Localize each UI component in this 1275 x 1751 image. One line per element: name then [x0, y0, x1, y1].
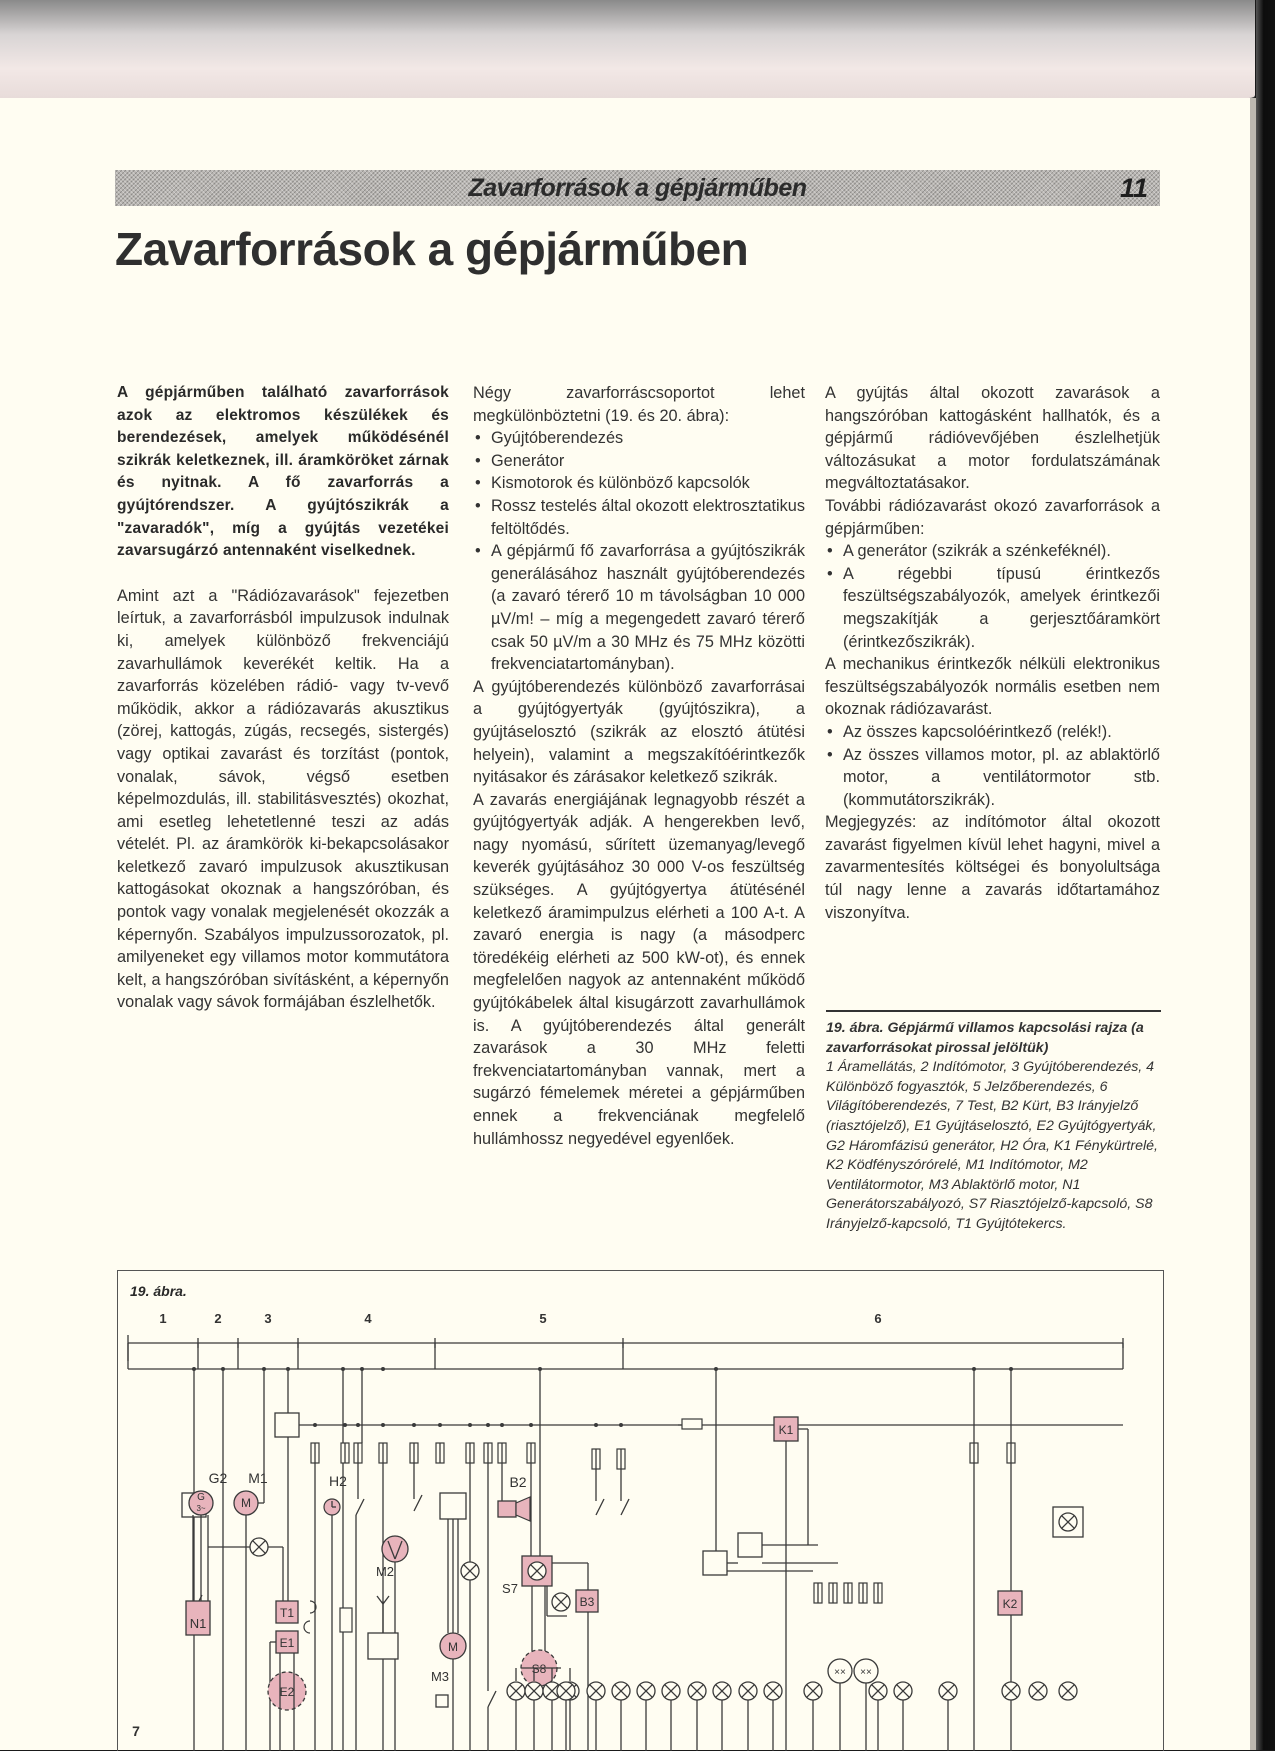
- list-item: • Az összes kapcsolóérintkező (relék!).: [825, 721, 1160, 744]
- junction-dot: [594, 1423, 598, 1427]
- group-label-2: 2: [214, 1311, 222, 1326]
- group-label-5: 5: [539, 1311, 547, 1326]
- group-label-1: 1: [159, 1311, 167, 1326]
- wiper-switch-box: [440, 1493, 466, 1519]
- lead-paragraph: A gépjárműben található zavarforrások azok az elektromos készülékek és berendezések, amelyek működésénél szikrák keletkeznek, ill. áramköröket zárnak és nyitnak. A fő zavarforrás a gyújtórendszer. A gyújtószikrák a "zavaradók", míg a gyújtás vezetékei zavarsugárzó antennaként viselkednek.: [117, 384, 449, 560]
- switch-contact: [356, 1499, 364, 1515]
- diagram-canvas: [118, 1271, 1163, 1751]
- list-item: • Rossz testelés által okozott elektrosztatikus feltöltődés.: [473, 495, 805, 540]
- label-B3: B3: [579, 1595, 595, 1609]
- body-paragraph: A zavarás energiájának legnagyobb részét a gyújtógyertyák adják. A hengerekben levő, nagy nyomású, sűrített üzemanyag/levegő keverék gyújtásához 30 000 V-os feszültség szükséges. A gyújtógyertya átütésénél keletkező áramimpulzus elérheti a 100 A-t. A zavaró energia is nagy (a másodperc töredékéig elérheti az 500 kW-ot), és ennek megfelelően nagyok az antennaként működő gyújtókábelek által kisugárzott zavarhullámok is. A gyújtóberendezés által generált zavarások a 30 MHz feletti frekvenciatartományban vannak, mert a sugárzó fémelemek méretei a gépjárműben ennek a frekvenciának megfelelő hullámhossz negyedével egyenlőek.: [473, 790, 805, 1148]
- motor-symbol: M: [448, 1640, 458, 1654]
- label-M2: M2: [375, 1564, 395, 1579]
- group-label-6: 6: [874, 1311, 882, 1326]
- source-list-a: [825, 540, 1160, 653]
- running-head-title: Zavarforrások a gépjárműben: [468, 174, 807, 202]
- headlamp-filament: ××: [834, 1667, 846, 1678]
- junction-dot: [356, 1423, 360, 1427]
- junction-dot: [486, 1423, 490, 1427]
- list-item: • A generátor (szikrák a szénkeféknél).: [825, 540, 1160, 563]
- dimmer-switch-box: [738, 1533, 762, 1557]
- text-column-2: [473, 382, 805, 1150]
- headlamp-filament: ××: [860, 1667, 872, 1678]
- label-B2: B2: [509, 1474, 527, 1490]
- list-item: • Gyújtóberendezés: [473, 427, 805, 450]
- list-item: • Generátor: [473, 450, 805, 473]
- list-item: • Az összes villamos motor, pl. az ablaktörlő motor, a ventilátormotor stb. (kommutátorszikrák).: [825, 744, 1160, 812]
- switch-contact: [488, 1691, 496, 1707]
- list-item: • A régebbi típusú érintkezős feszültségszabályozók, amelyek érintkezői megszakítják a gerjesztőáramkört (érintkezőszikrák).: [825, 563, 1160, 653]
- label-S8: S8: [531, 1662, 547, 1676]
- junction-dot: [438, 1423, 442, 1427]
- wiring-diagram: [117, 1270, 1164, 1751]
- junction-dot: [468, 1423, 472, 1427]
- interference-group-list: [473, 427, 805, 676]
- junction-dot: [313, 1423, 317, 1427]
- label-M3: M3: [430, 1669, 450, 1684]
- label-E2: E2: [279, 1685, 295, 1699]
- label-N1: N1: [189, 1616, 207, 1631]
- chapter-title: Zavarforrások a gépjárműben: [115, 223, 749, 275]
- cigarette-lighter-icon: [304, 1601, 316, 1633]
- previous-page-edge: [0, 0, 1255, 101]
- group-label-4: 4: [364, 1311, 372, 1326]
- antenna: [377, 1596, 383, 1604]
- junction-dot: [500, 1423, 504, 1427]
- intro-paragraph: Négy zavarforráscsoportot lehet megkülönböztetni (19. és 20. ábra):: [473, 384, 805, 425]
- label-K1: K1: [778, 1423, 794, 1437]
- ignition-switch-box: [275, 1413, 299, 1437]
- body-paragraph: További rádiózavarást okozó zavarforrások a gépjárműben:: [825, 496, 1160, 538]
- figure-caption: [826, 1010, 1161, 1235]
- light-switch-box: [703, 1551, 727, 1575]
- junction-dot: [412, 1423, 416, 1427]
- group-label-3: 3: [264, 1311, 272, 1326]
- label-H2: H2: [329, 1473, 347, 1489]
- junction-dot: [381, 1423, 385, 1427]
- ground-label-7: 7: [132, 1723, 140, 1739]
- list-item: • Kismotorok és különböző kapcsolók: [473, 472, 805, 495]
- source-list-b: [825, 721, 1160, 811]
- text-column-3: [825, 382, 1160, 924]
- body-paragraph: A gyújtóberendezés különböző zavarforrásai a gyújtógyertyák (gyújtószikra), a gyújtáselosztó (szikrák az elosztó átütési helyein), valamint a megszakítóérintkezők nyitásakor és zárásakor keletkező szikrák.: [473, 677, 805, 787]
- generator-symbol: G: [197, 1492, 205, 1503]
- motor-symbol: M: [241, 1496, 251, 1510]
- text-column-1: [117, 382, 449, 1014]
- switch-contact: [414, 1495, 422, 1511]
- junction-dot: [529, 1423, 533, 1427]
- label-K2: K2: [1002, 1597, 1018, 1611]
- note-paragraph: Megjegyzés: az indítómotor által okozott zavarást figyelmen kívül lehet hagyni, mivel a zavarmentesítés költségei és bonyolultsága túl nagy lenne a zavarás időtartamához viszonyítva.: [825, 813, 1160, 922]
- list-item: • A gépjármű fő zavarforrása a gyújtószikrák generálásához használt gyújtóberendezés (a zavaró térerő 10 m távolságban 10 000 µV/m! – míg a megengedett zavaró térerő csak 50 µV/m a 30 MHz és 75 MHz közötti frekvenciatartományban).: [473, 540, 805, 676]
- body-paragraph: Amint azt a "Rádiózavarások" fejezetben leírtuk, a zavarforrásból impulzusok indulnak ki, amelyek különböző frekvenciájú zavarhullámok keverékét keltik. Ha a zavarforrás közelében rádió- vagy tv-vevő működik, akkor a rádiózavarás akusztikus (zörej, kattogás, zúgás, recsegés, sistergés) vagy optikai zavarást és torzítást (pontok, vonalak, sávok, végső esetben képelmozdulás, ill. stabilitásvesztés) okozhat, ami esetleg lehetetlenné teszi az adás vételét. Pl. az áramkörök ki-bekapcsolásakor keletkező zavaró impulzusok akusztikusan kattogásokat okoznak a hangszóróban, és pontok vagy vonalak megjelenését okozzák a képernyőn. Szabályos impulzussorozatok, pl. amilyeneket egy villamos motor kommutátora kelt, a hangszóróban sivításként, a képernyőn vonalak vagy sávok formájában észlelhetők.: [117, 586, 449, 1012]
- figure-label: 19. ábra.: [130, 1283, 187, 1299]
- caption-legend: 1 Áramellátás, 2 Indítómotor, 3 Gyújtóberendezés, 4 Különböző fogyasztók, 5 Jelzőberendezés, 6 Világítóberendezés, 7 Test, B2 Kürt, B3 Irányjelző (riasztójelző), E1 Gyújtáselosztó, E2 Gyújtógyertyák, G2 Háromfázisú generátor, H2 Óra, K1 Fénykürtrelé, K2 Ködfényszórórelé, M1 Indítómotor, M2 Ventilátormotor, M3 Ablaktörlő motor, N1 Generátorszabályozó, S7 Riasztójelző-kapcsoló, S8 Irányjelző-kapcsoló, T1 Gyújtótekercs.: [826, 1059, 1158, 1232]
- page-number: 11: [1119, 173, 1148, 203]
- resistor-symbol: [340, 1608, 352, 1632]
- running-header: [115, 170, 1160, 206]
- body-paragraph: A mechanikus érintkezők nélküli elektronikus feszültségszabályozók normális esetben nem okoznak rádiózavarást.: [825, 655, 1160, 719]
- label-G2: G2: [208, 1470, 228, 1486]
- horn-B2: [498, 1501, 516, 1517]
- label-E1: E1: [279, 1636, 295, 1650]
- radio-box: [368, 1633, 398, 1659]
- label-S7: S7: [502, 1581, 518, 1596]
- horn-icon: [516, 1497, 530, 1521]
- antenna: [383, 1596, 389, 1604]
- switch-contact: [596, 1499, 604, 1515]
- label-M1: M1: [248, 1470, 268, 1486]
- junction-dot: [381, 1367, 385, 1371]
- switch-contact: [621, 1499, 629, 1515]
- book-spine-shadow: [1256, 0, 1275, 1750]
- fuse-symbol: [682, 1419, 702, 1429]
- junction-dot: [619, 1423, 623, 1427]
- label-T1: T1: [279, 1606, 295, 1620]
- generator-phase: 3~: [196, 1504, 206, 1513]
- relay-coil-box: [436, 1695, 448, 1707]
- caption-title: 19. ábra. Gépjármű villamos kapcsolási rajza (a zavarforrásokat pirossal jelöltük): [826, 1020, 1144, 1056]
- body-paragraph: A gyújtás által okozott zavarások a hangszóróban kattogásként hallhatók, és a gépjármű rádióvevőjében észlelhetjük változásukat a motor fordulatszámának megváltoztatásakor.: [825, 384, 1160, 493]
